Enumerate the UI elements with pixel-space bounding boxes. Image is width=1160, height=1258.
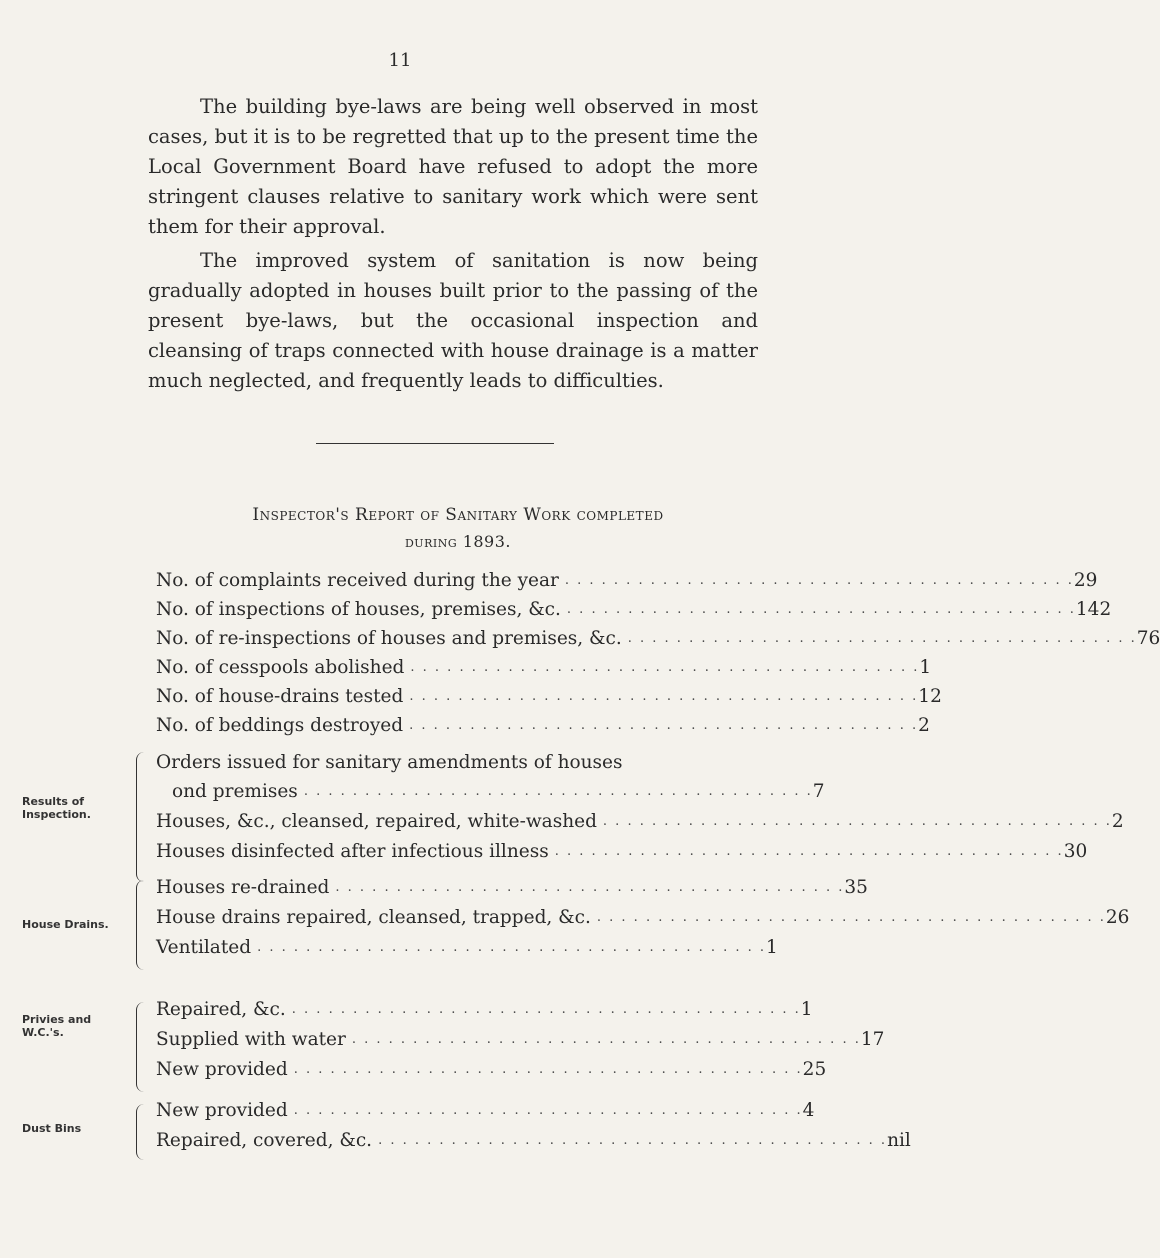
group-brace xyxy=(136,880,147,970)
leader-dots: . . . . . . . . . . . . . . . . . . . . . . . . . . . . . . . . . . . . . . . . . . xyxy=(378,1133,888,1148)
report-row xyxy=(156,906,1130,930)
row-value xyxy=(716,751,768,775)
leader-dots: . . . . . . . . . . . . . . . . . . . . . . . . . . . . . . . . . . . . . . . . . . xyxy=(596,910,1106,925)
leader-dots: . . . . . . . . . . . . . . . . . . . . . . . . . . . . . . . . . . . . . . . . . . xyxy=(564,573,1074,588)
row-label: No. of cesspools abolished xyxy=(156,657,405,678)
row-value: 35 xyxy=(844,877,868,898)
leader-dots: . . . . . . . . . . . . . . . . . . . . . . . . . . . . . . . . . . . . . . . . . . xyxy=(602,814,1112,829)
group-label-privies: Privies and W.C.'s. xyxy=(22,1013,92,1039)
row-value: 12 xyxy=(918,686,942,707)
leader-dots: . . . . . . . . . . . . . . . . . . . . . . . . . . . . . . . . . . . . . . . . . . xyxy=(291,1002,801,1017)
leader-dots: . . . . . . . . . . . . . . . . . . . . . . . . . . . . . . . . . . . . . . . . . . xyxy=(409,689,919,704)
leader-dots: . . . . . . . . . . . . . . . . . . . . . . . . . . . . . . . . . . . . . . . . . . xyxy=(293,1103,803,1118)
row-value: 1 xyxy=(766,937,778,958)
report-row xyxy=(156,810,1124,834)
row-label: Repaired, covered, &c. xyxy=(156,1130,373,1151)
row-label: No. of complaints received during the year xyxy=(156,570,559,591)
row-label: Repaired, &c. xyxy=(156,999,286,1020)
group-brace xyxy=(136,1002,147,1092)
row-label: Houses re-drained xyxy=(156,877,330,898)
report-row xyxy=(156,598,1112,622)
paragraph-bye-laws: The building bye-laws are being well observed in most cases, but it is to be regretted that up to the present time the Local Government Board have refused to adopt the more stringent clauses relative to sanitary work which were sent them for their approval. xyxy=(148,95,758,238)
leader-dots: . . . . . . . . . . . . . . . . . . . . . . . . . . . . . . . . . . . . . . . . . . xyxy=(351,1032,861,1047)
row-value: 1 xyxy=(800,999,813,1020)
leader-dots: . . . . . . . . . . . . . . . . . . . . . . . . . . . . . . . . . . . . . . . . . . xyxy=(293,1062,803,1077)
report-row xyxy=(156,1028,885,1052)
report-row xyxy=(156,876,868,900)
row-value: 4 xyxy=(802,1100,815,1121)
row-value: 76 xyxy=(1136,628,1160,649)
report-row xyxy=(156,998,813,1022)
row-label: Houses disinfected after infectious illness xyxy=(156,841,549,862)
row-label: Orders issued for sanitary amendments of houses xyxy=(156,752,623,773)
leader-dots: . . . . . . . . . . . . . . . . . . . . . . . . . . . . . . . . . . . . . . . . . . xyxy=(335,880,845,895)
report-row xyxy=(156,1058,827,1082)
row-label: House drains repaired, cleansed, trapped, &c. xyxy=(156,907,591,928)
page-number: 11 xyxy=(388,50,412,71)
group-brace xyxy=(136,752,147,882)
report-row xyxy=(156,840,1088,864)
leader-dots: . . . . . . . . . . . . . . . . . . . . . . . . . . . . . . . . . . . . . . . . . . xyxy=(303,784,813,799)
report-row xyxy=(156,569,1098,593)
row-value: 142 xyxy=(1075,599,1112,620)
row-label: New provided xyxy=(156,1059,288,1080)
leader-dots: . . . . . . . . . . . . . . . . . . . . . . . . . . . . . . . . . . . . . . . . . . xyxy=(257,940,767,955)
group-brace xyxy=(136,1104,147,1160)
report-row xyxy=(156,1099,815,1123)
row-value: 17 xyxy=(860,1029,885,1050)
group-label-results: Results of Inspection. xyxy=(22,795,91,821)
leader-dots: . . . . . . . . . . . . . . . . . . . . . . . . . . . . . . . . . . . . . . . . . . xyxy=(409,718,919,733)
paragraph-sanitation: The improved system of sanitation is now being gradually adopted in houses built prior to the passing of the present bye-laws, but the occasional inspection and cleansing of traps connected with house drainage is a matter much neglected, and frequently leads to difficulties. xyxy=(148,249,758,392)
report-row xyxy=(172,780,825,804)
row-value: nil xyxy=(887,1130,911,1151)
group-label-dust-bins: Dust Bins xyxy=(22,1122,82,1135)
row-value: 1 xyxy=(919,657,932,678)
row-label: Ventilated xyxy=(156,937,252,958)
report-row xyxy=(156,1129,911,1153)
row-value: 2 xyxy=(1111,811,1124,832)
report-row xyxy=(156,751,768,775)
section-divider xyxy=(316,443,554,444)
row-value: 2 xyxy=(918,715,930,736)
row-label: Houses, &c., cleansed, repaired, white-washed xyxy=(156,811,597,832)
row-value: 25 xyxy=(802,1059,827,1080)
report-row xyxy=(156,656,932,680)
row-value: 7 xyxy=(812,781,825,802)
leader-dots: . . . . . . . . . . . . . . . . . . . . . . . . . . . . . . . . . . . . . . . . . . xyxy=(554,844,1064,859)
leader-dots: . . . . . . . . . . . . . . . . . . . . . . . . . . . . . . . . . . . . . . . . . . xyxy=(566,602,1076,617)
row-label: No. of house-drains tested xyxy=(156,686,404,707)
row-value: 29 xyxy=(1073,570,1098,591)
row-label: No. of re-inspections of houses and premises, &c. xyxy=(156,628,622,649)
row-label: Supplied with water xyxy=(156,1029,346,1050)
row-value: 30 xyxy=(1063,841,1088,862)
report-row xyxy=(156,627,1160,651)
report-title: Inspector's Report of Sanitary Work completed xyxy=(252,505,664,525)
row-label: New provided xyxy=(156,1100,288,1121)
report-row xyxy=(156,685,942,709)
report-row xyxy=(156,936,778,960)
row-label: No. of inspections of houses, premises, &c. xyxy=(156,599,561,620)
report-row xyxy=(156,714,930,738)
row-label: No. of beddings destroyed xyxy=(156,715,404,736)
group-label-house-drains: House Drains. xyxy=(22,918,109,931)
leader-dots: . . . . . . . . . . . . . . . . . . . . . . . . . . . . . . . . . . . . . . . . . . xyxy=(410,660,920,675)
row-value: 26 xyxy=(1105,907,1130,928)
leader-dots: . . . . . . . . . . . . . . . . . . . . . . . . . . . . . . . . . . . . . . . . . . xyxy=(627,631,1137,646)
report-subtitle: during 1893. xyxy=(404,532,512,551)
row-label: ond premises xyxy=(172,781,298,802)
